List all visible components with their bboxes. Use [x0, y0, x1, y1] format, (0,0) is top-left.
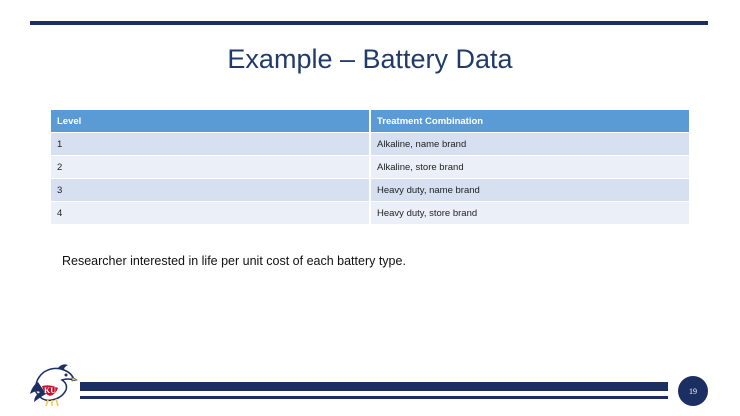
cell-level: 4 [51, 202, 370, 225]
logo-text: KU [44, 386, 56, 395]
column-header-level: Level [51, 110, 370, 133]
column-header-treatment: Treatment Combination [370, 110, 689, 133]
page-number-badge: 19 [678, 376, 708, 406]
cell-treatment: Heavy duty, name brand [370, 179, 689, 202]
table-row [51, 179, 689, 202]
cell-level: 3 [51, 179, 370, 202]
table-row [51, 156, 689, 179]
footer-line [80, 396, 668, 399]
cell-level: 1 [51, 133, 370, 156]
cell-level: 2 [51, 156, 370, 179]
battery-data-table [51, 110, 689, 224]
table-header-row [51, 110, 689, 133]
table-row [51, 133, 689, 156]
top-rule [30, 21, 708, 25]
cell-treatment: Alkaline, name brand [370, 133, 689, 156]
cell-treatment: Heavy duty, store brand [370, 202, 689, 225]
slide-title: Example – Battery Data [227, 44, 513, 74]
jayhawk-logo-icon [28, 362, 78, 408]
body-text: Researcher interested in life per unit cost of each battery type. [62, 254, 406, 268]
table-row [51, 202, 689, 225]
footer-bar [80, 382, 668, 391]
cell-treatment: Alkaline, store brand [370, 156, 689, 179]
